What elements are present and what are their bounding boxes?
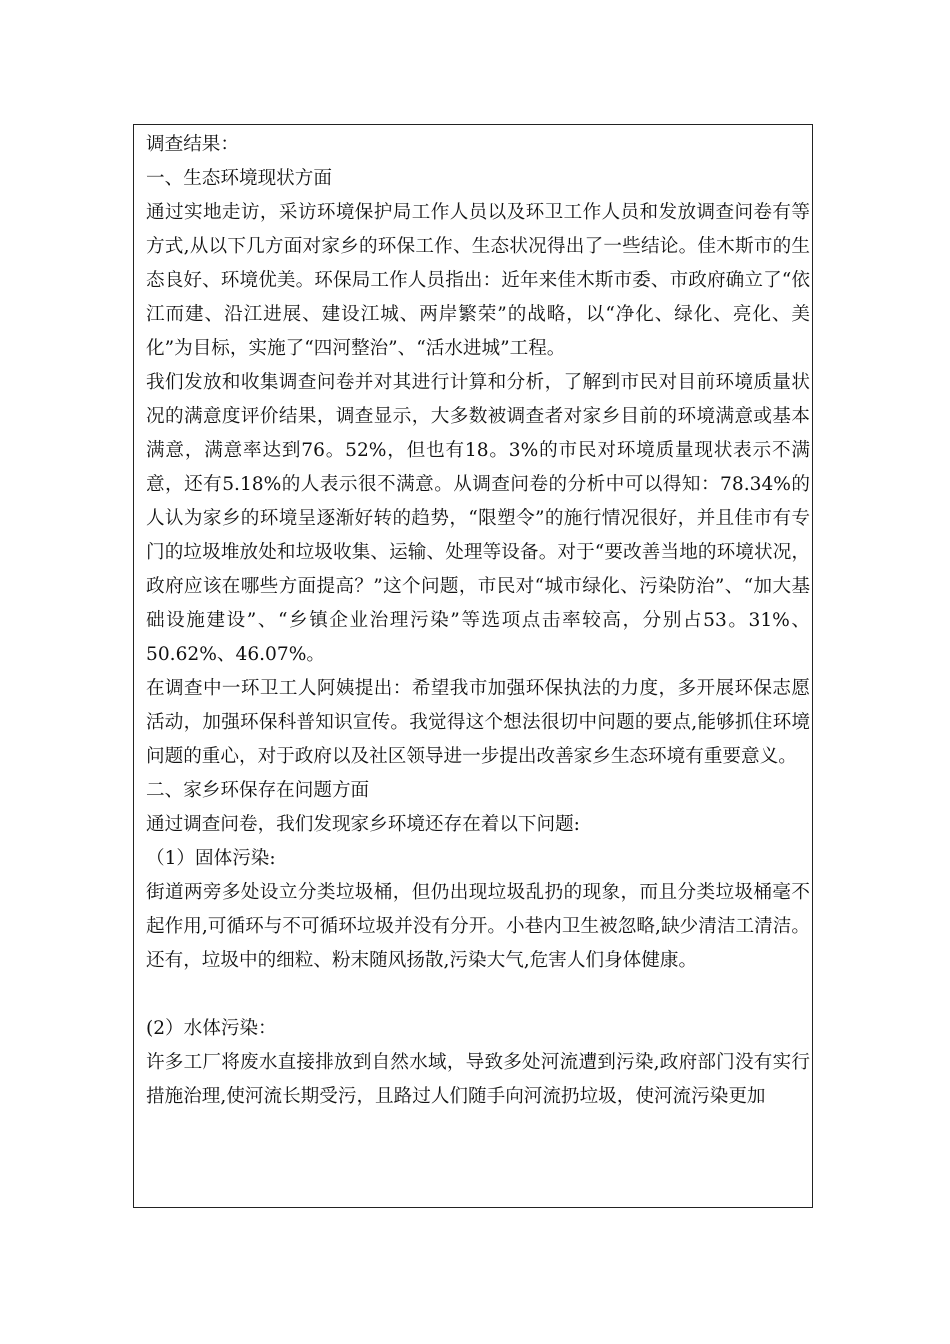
survey-results-heading: 调查结果： [146,134,239,155]
subheading-solid-pollution: （1）固体污染: [146,848,276,869]
paragraph-solid-pollution: 街道两旁多处设立分类垃圾桶，但仍出现垃圾乱扔的现象，而且分类垃圾桶毫不起作用,可循环与不可循环垃圾并没有分开。小巷内卫生被忽略,缺少清洁工清洁。还有，垃圾中的细粒、粉末随风扬散,污染大气,危害人们身体健康。 [146,882,810,971]
section-2-heading: 二、家乡环保存在问题方面 [146,780,370,801]
cell-content [146,128,810,1114]
paragraph-sanitation-worker: 在调查中一环卫工人阿姨提出：希望我市加强环保执法的力度，多开展环保志愿活动，加强环保科普知识宣传。我觉得这个想法很切中问题的要点,能够抓住环境问题的重心，对于政府以及社区领导进一步提出改善家乡生态环境有重要意义。 [146,678,810,767]
table-cell [133,124,813,1208]
subheading-water-pollution: (2）水体污染： [146,1018,277,1039]
paragraph-water-pollution: 许多工厂将废水直接排放到自然水域，导致多处河流遭到污染,政府部门没有实行措施治理,使河流长期受污，且路过人们随手向河流扔垃圾，使河流污染更加 [146,1052,810,1107]
blank-line [146,978,810,1012]
paragraph-fieldwork: 通过实地走访，采访环境保护局工作人员以及环卫工作人员和发放调查问卷有等方式,从以下几方面对家乡的环保工作、生态状况得出了一些结论。佳木斯市的生态良好、环境优美。环保局工作人员指出：近年来佳木斯市委、市政府确立了“依江而建、沿江进展、建设江城、两岸繁荣”的战略，以“净化、绿化、亮化、美化”为目标，实施了“四河整治”、“活水进城”工程。 [146,202,810,359]
section-1-heading: 一、生态环境现状方面 [146,168,332,189]
paragraph-problems-intro: 通过调查问卷，我们发现家乡环境还存在着以下问题: [146,814,580,835]
paragraph-questionnaire: 我们发放和收集调查问卷并对其进行计算和分析，了解到市民对目前环境质量状况的满意度评价结果，调查显示，大多数被调查者对家乡目前的环境满意或基本满意，满意率达到76。52%，但也有18。3%的市民对环境质量现状表示不满意，还有5.18%的人表示很不满意。从调查问卷的分析中可以得知：78.34%的人认为家乡的环境呈逐渐好转的趋势，“限塑令”的施行情况很好，并且佳市有专门的垃圾堆放处和垃圾收集、运输、处理等设备。对于“要改善当地的环境状况，政府应该在哪些方面提高？”这个问题，市民对“城市绿化、污染防治”、“加大基础设施建设”、“乡镇企业治理污染”等选项点击率较高，分别占53。31%、50.62%、46.07%。 [146,372,810,665]
